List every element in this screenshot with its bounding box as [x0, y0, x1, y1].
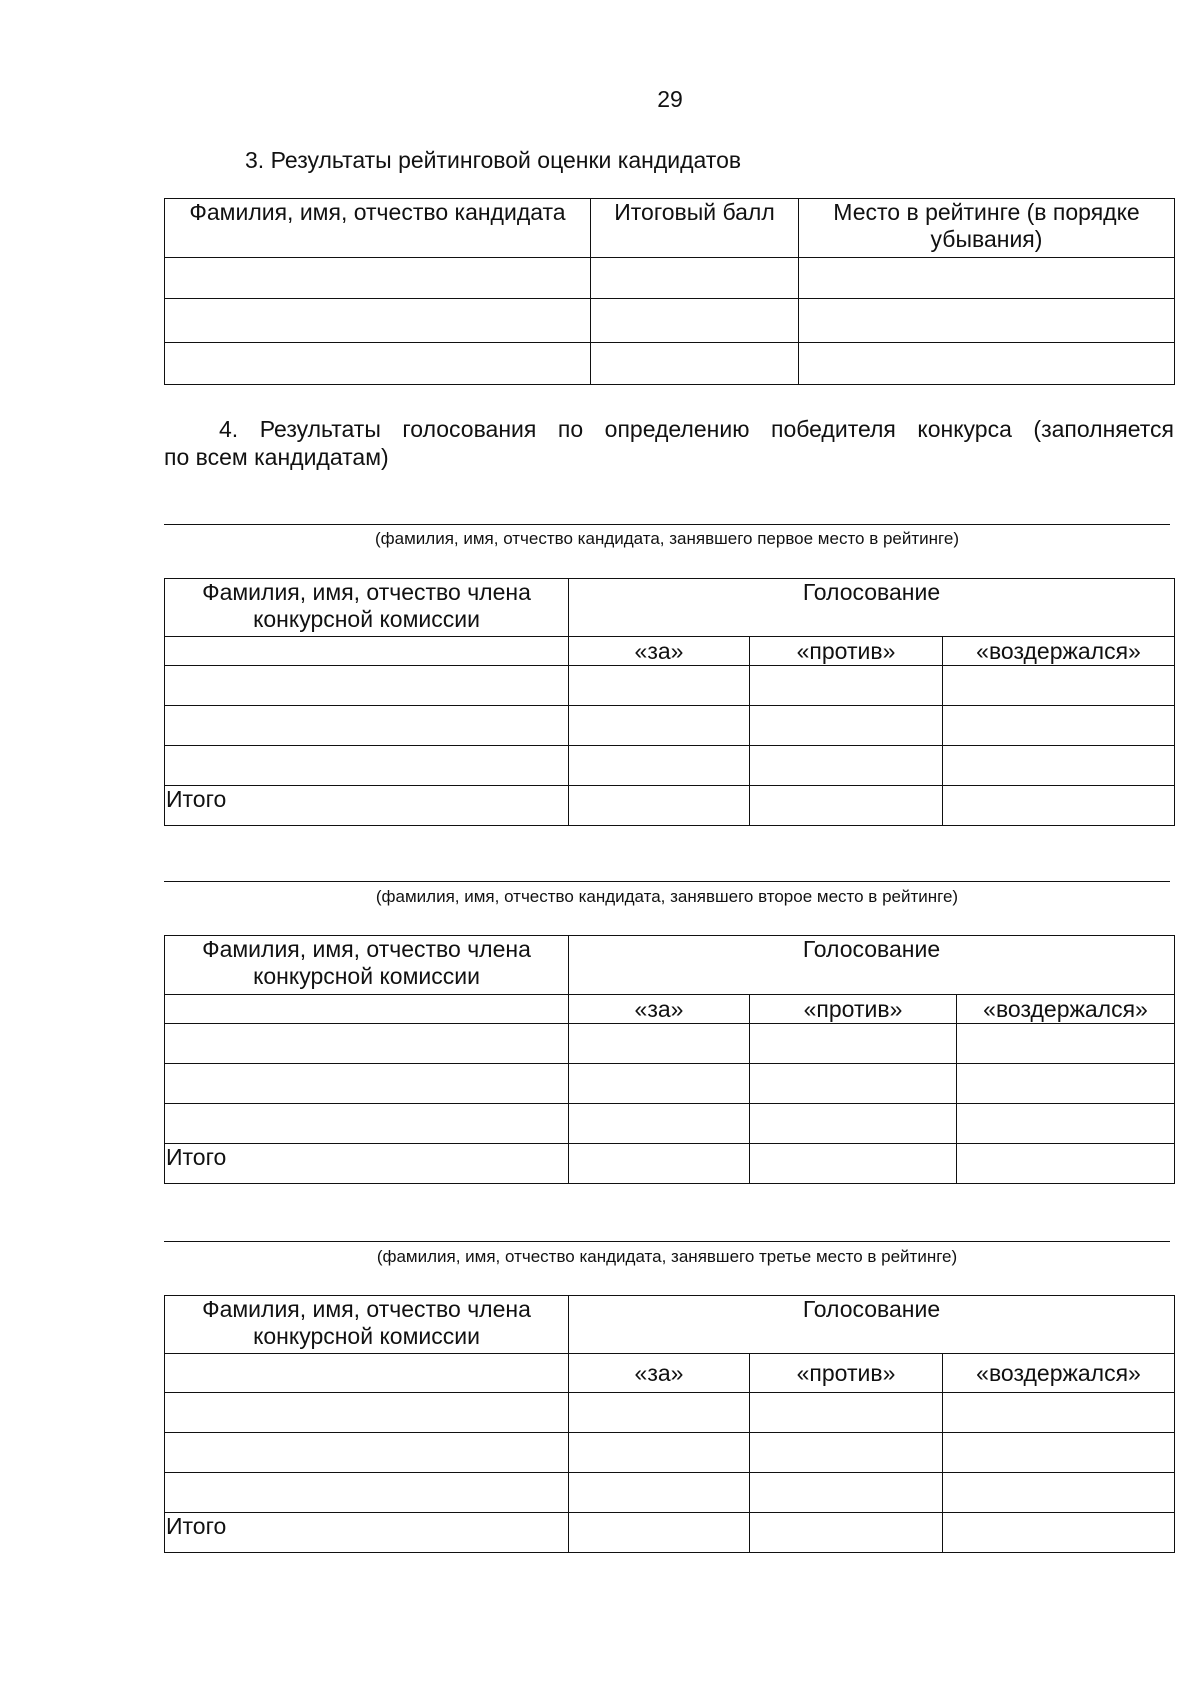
vote-for-cell[interactable] — [569, 1433, 750, 1473]
member-name-cell[interactable] — [165, 1104, 569, 1144]
column-header-abstain: «воздержался» — [957, 995, 1175, 1024]
total-label: Итого — [165, 786, 569, 826]
total-against-cell[interactable] — [750, 786, 943, 826]
vote-abstain-cell[interactable] — [957, 1064, 1175, 1104]
first-place-caption: (фамилия, имя, отчество кандидата, занявшего первое место в рейтинге) — [375, 529, 959, 548]
second-place-candidate-name-line[interactable] — [164, 881, 1170, 882]
column-header-commission-member: Фамилия, имя, отчество члена конкурсной комиссии — [165, 936, 569, 995]
column-header-commission-member: Фамилия, имя, отчество члена конкурсной комиссии — [165, 1296, 569, 1354]
total-for-cell[interactable] — [569, 1144, 750, 1184]
vote-against-cell[interactable] — [750, 1064, 957, 1104]
rating-place-cell[interactable] — [799, 299, 1175, 343]
vote-abstain-cell[interactable] — [943, 1393, 1175, 1433]
member-name-cell[interactable] — [165, 1024, 569, 1064]
member-name-cell[interactable] — [165, 746, 569, 786]
column-header-against: «против» — [750, 995, 957, 1024]
column-header-against: «против» — [750, 1354, 943, 1393]
vote-abstain-cell[interactable] — [943, 1473, 1175, 1513]
vote-abstain-cell[interactable] — [943, 1433, 1175, 1473]
total-against-cell[interactable] — [750, 1513, 943, 1553]
vote-for-cell[interactable] — [569, 1473, 750, 1513]
table-row — [165, 1104, 1175, 1144]
table-row — [165, 299, 1175, 343]
column-header-voting: Голосование — [569, 1296, 1175, 1354]
column-header-against: «против» — [750, 637, 943, 666]
table-subheader-row — [165, 1354, 1175, 1393]
section4-paragraph — [164, 415, 1174, 471]
column-header-candidate-name: Фамилия, имя, отчество кандидата — [165, 199, 591, 258]
vote-for-cell[interactable] — [569, 1064, 750, 1104]
member-name-cell[interactable] — [165, 1354, 569, 1393]
table-row — [165, 1064, 1175, 1104]
vote-against-cell[interactable] — [750, 1024, 957, 1064]
total-row — [165, 1513, 1175, 1553]
candidate-name-cell[interactable] — [165, 258, 591, 299]
section3-title: 3. Результаты рейтинговой оценки кандидатов — [245, 147, 742, 173]
member-name-cell[interactable] — [165, 706, 569, 746]
table-header-row — [165, 1296, 1175, 1354]
total-score-cell[interactable] — [591, 343, 799, 385]
table-row — [165, 1473, 1175, 1513]
total-abstain-cell[interactable] — [957, 1144, 1175, 1184]
vote-against-cell[interactable] — [750, 666, 943, 706]
vote-against-cell[interactable] — [750, 1104, 957, 1144]
table-header-row — [165, 936, 1175, 995]
vote-against-cell[interactable] — [750, 1433, 943, 1473]
vote-for-cell[interactable] — [569, 666, 750, 706]
rating-place-cell[interactable] — [799, 258, 1175, 299]
column-header-abstain: «воздержался» — [943, 637, 1175, 666]
vote-abstain-cell[interactable] — [943, 706, 1175, 746]
member-name-cell[interactable] — [165, 1064, 569, 1104]
vote-for-cell[interactable] — [569, 706, 750, 746]
member-name-cell[interactable] — [165, 995, 569, 1024]
vote-abstain-cell[interactable] — [957, 1024, 1175, 1064]
first-place-candidate-name-line[interactable] — [164, 524, 1170, 525]
column-header-commission-member: Фамилия, имя, отчество члена конкурсной комиссии — [165, 579, 569, 637]
third-place-voting-table — [164, 1295, 1175, 1553]
member-name-cell[interactable] — [165, 637, 569, 666]
column-header-rating-place: Место в рейтинге (в порядке убывания) — [799, 199, 1175, 258]
third-place-candidate-name-line[interactable] — [164, 1241, 1170, 1242]
column-header-voting: Голосование — [569, 936, 1175, 995]
vote-for-cell[interactable] — [569, 1393, 750, 1433]
third-place-caption: (фамилия, имя, отчество кандидата, занявшего третье место в рейтинге) — [376, 1247, 958, 1266]
section4-paragraph-line1: 4. Результаты голосования по определению победителя конкурса (заполняется — [219, 416, 1174, 442]
table-row — [165, 1024, 1175, 1064]
vote-for-cell[interactable] — [569, 746, 750, 786]
column-header-for: «за» — [569, 637, 750, 666]
member-name-cell[interactable] — [165, 1433, 569, 1473]
second-place-voting-table — [164, 935, 1175, 1184]
total-abstain-cell[interactable] — [943, 1513, 1175, 1553]
rating-place-cell[interactable] — [799, 343, 1175, 385]
total-score-cell[interactable] — [591, 299, 799, 343]
table-row — [165, 706, 1175, 746]
table-row — [165, 1393, 1175, 1433]
candidate-name-cell[interactable] — [165, 299, 591, 343]
member-name-cell[interactable] — [165, 1473, 569, 1513]
total-score-cell[interactable] — [591, 258, 799, 299]
section4-paragraph-line2: по всем кандидатам) — [164, 444, 389, 470]
vote-against-cell[interactable] — [750, 706, 943, 746]
table-subheader-row — [165, 995, 1175, 1024]
table-row — [165, 746, 1175, 786]
column-header-for: «за» — [569, 995, 750, 1024]
total-for-cell[interactable] — [569, 1513, 750, 1553]
vote-against-cell[interactable] — [750, 746, 943, 786]
table-header-row — [165, 579, 1175, 637]
member-name-cell[interactable] — [165, 1393, 569, 1433]
table-row — [165, 258, 1175, 299]
table-header-row — [165, 199, 1175, 258]
rating-results-table — [164, 198, 1175, 385]
column-header-abstain: «воздержался» — [943, 1354, 1175, 1393]
vote-against-cell[interactable] — [750, 1473, 943, 1513]
candidate-name-cell[interactable] — [165, 343, 591, 385]
column-header-total-score: Итоговый балл — [591, 199, 799, 258]
column-header-for: «за» — [569, 1354, 750, 1393]
vote-for-cell[interactable] — [569, 1024, 750, 1064]
vote-abstain-cell[interactable] — [943, 746, 1175, 786]
vote-against-cell[interactable] — [750, 1393, 943, 1433]
total-label: Итого — [165, 1144, 569, 1184]
total-against-cell[interactable] — [750, 1144, 957, 1184]
total-abstain-cell[interactable] — [943, 786, 1175, 826]
vote-for-cell[interactable] — [569, 1104, 750, 1144]
vote-abstain-cell[interactable] — [943, 666, 1175, 706]
vote-abstain-cell[interactable] — [957, 1104, 1175, 1144]
table-subheader-row — [165, 637, 1175, 666]
total-row — [165, 1144, 1175, 1184]
page-number: 29 — [657, 86, 683, 112]
total-label: Итого — [165, 1513, 569, 1553]
total-row — [165, 786, 1175, 826]
first-place-voting-table — [164, 578, 1175, 826]
member-name-cell[interactable] — [165, 666, 569, 706]
column-header-voting: Голосование — [569, 579, 1175, 637]
second-place-caption: (фамилия, имя, отчество кандидата, занявшего второе место в рейтинге) — [375, 887, 959, 906]
table-row — [165, 1433, 1175, 1473]
table-row — [165, 343, 1175, 385]
total-for-cell[interactable] — [569, 786, 750, 826]
table-row — [165, 666, 1175, 706]
